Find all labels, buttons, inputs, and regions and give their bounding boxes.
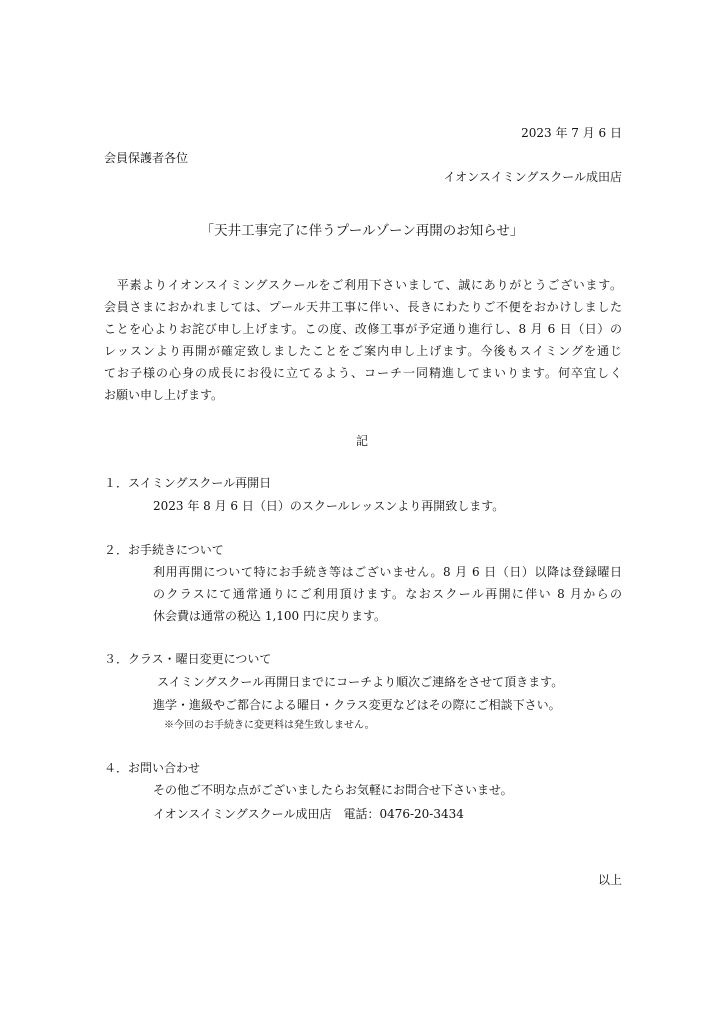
section-heading-inquiries: ４．お問い合わせ [104, 761, 201, 775]
sender: イオンスイミングスクール成田店 [443, 170, 622, 184]
body-line: てお子様の心身の成長にお役に立てるよう、コーチ一同精進してまいります。何卒宜しく [104, 366, 622, 380]
section-line: 進学・進級やご都合による曜日・クラス変更などはその際にご相談下さい。 [153, 698, 561, 712]
section-note: ※今回のお手続きに変更料は発生致しません。 [164, 720, 375, 731]
contact-line: イオンスイミングスクール成田店 電話：0476-20-3434 [153, 807, 464, 821]
section-heading-class-change: ３．クラス・曜日変更について [104, 652, 272, 666]
section-line: 2023 年 8 月 6 日（日）のスクールレッスンより再開致します。 [153, 499, 505, 513]
body-line: お願い申し上げます。 [104, 388, 224, 402]
ki-marker: 記 [355, 434, 368, 448]
recipient: 会員保護者各位 [104, 151, 189, 165]
closing-mark: 以上 [597, 873, 622, 887]
section-line: 休会費は通常の税込 1,100 円に戻ります。 [153, 609, 387, 623]
section-line: のクラスにて通常通りにご利用頂けます。なおスクール再開に伴い 8 月からの [153, 587, 622, 601]
section-heading-reopen-date: １．スイミングスクール再開日 [104, 476, 272, 490]
body-line: 会員さまにおかれましては、プール天井工事に伴い、長きにわたりご不便をおかけしました [104, 300, 622, 314]
body-line: 平素よりイオンスイミングスクールをご利用下さいまして、誠にありがとうございます。 [104, 278, 622, 292]
body-line: ことを心よりお詫び申し上げます。この度、改修工事が予定通り進行し、8 月 6 日（日）の [104, 322, 622, 336]
section-heading-procedures: ２．お手続きについて [104, 543, 224, 557]
notice-title: 「天井工事完了に伴うプールゾーン再開のお知らせ」 [200, 223, 524, 239]
body-line: レッスンより再開が確定致しましたことをご案内申し上げます。今後もスイミングを通じ [104, 344, 622, 358]
section-line: 利用再開について特にお手続き等はございません。8 月 6 日（日）以降は登録曜日 [153, 565, 622, 579]
section-line: スイミングスクール再開日までにコーチより順次ご連絡をさせて頂きます。 [157, 675, 564, 689]
letter-date: 2023 年 7 月 6 日 [521, 126, 622, 140]
section-line: その他ご不明な点がございましたらお気軽にお問合せ下さいませ。 [153, 783, 513, 797]
